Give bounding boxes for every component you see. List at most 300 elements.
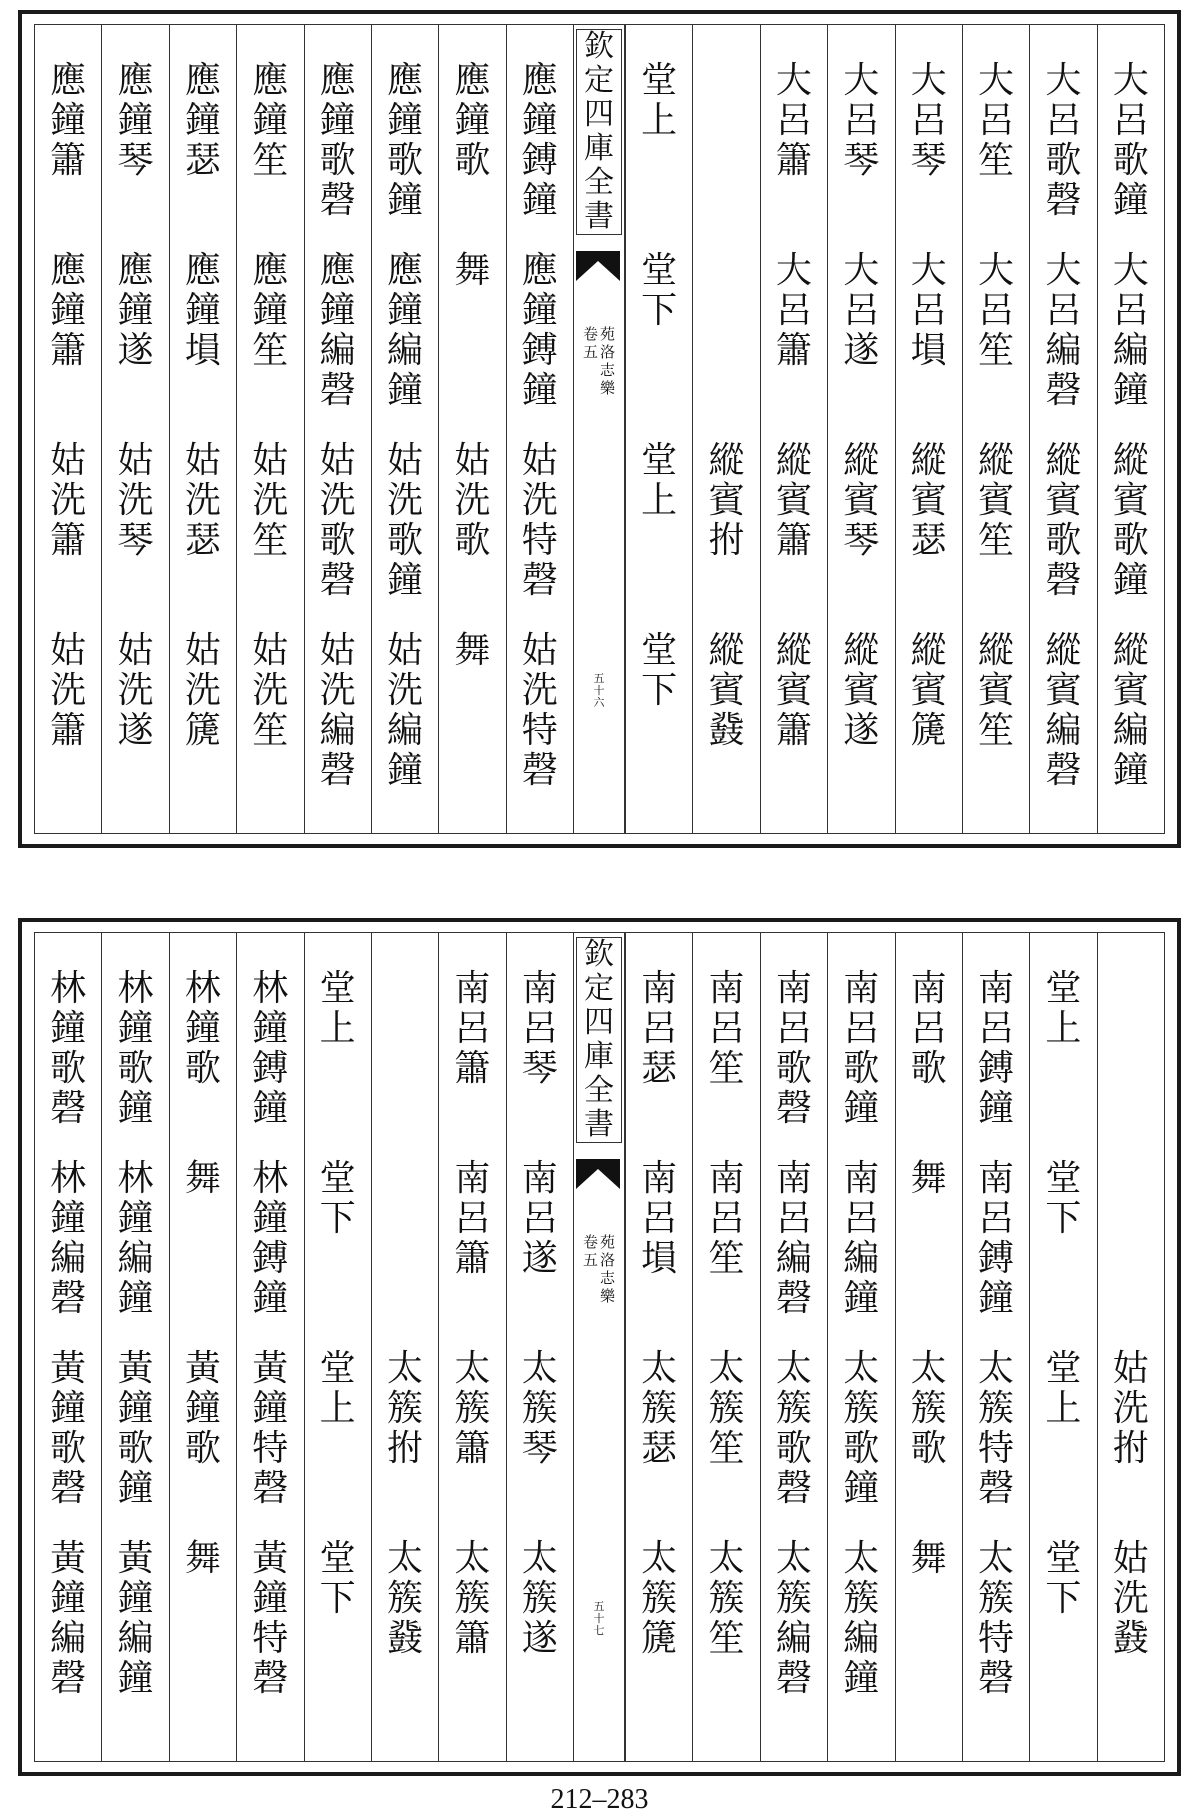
glyph: 鐘 — [50, 1198, 87, 1239]
text-column — [1097, 933, 1164, 1761]
glyph: 編 — [843, 1238, 880, 1279]
glyph: 太 — [521, 1538, 558, 1579]
glyph: 舞 — [910, 1538, 947, 1579]
glyph: 鼗 — [387, 1618, 424, 1659]
instrument-entry — [626, 969, 692, 1089]
glyph: 姑 — [1112, 1538, 1149, 1579]
instrument-entry — [439, 1539, 505, 1659]
instrument-entry — [372, 1539, 438, 1659]
instrument-entry — [372, 251, 438, 411]
glyph: 洗 — [184, 480, 221, 521]
glyph: 洗 — [1112, 1578, 1149, 1619]
glyph: 鐘 — [252, 100, 289, 141]
glyph: 鐘 — [50, 290, 87, 331]
glyph: 呂 — [978, 1008, 1015, 1049]
glyph: 洗 — [319, 670, 356, 711]
glyph: 鐘 — [978, 1278, 1015, 1319]
glyph: 簫 — [50, 330, 87, 371]
glyph: 呂 — [910, 1008, 947, 1049]
glyph: 編 — [319, 710, 356, 751]
glyph: 遂 — [521, 1238, 558, 1279]
glyph: 舞 — [184, 1538, 221, 1579]
glyph: 簇 — [775, 1578, 812, 1619]
glyph: 磬 — [1045, 560, 1082, 601]
glyph: 鐘 — [387, 560, 424, 601]
glyph: 編 — [1112, 710, 1149, 751]
instrument-entry — [828, 969, 894, 1129]
fish-tail-mark-icon — [576, 1159, 620, 1189]
glyph: 鐘 — [978, 1088, 1015, 1129]
glyph: 姑 — [521, 630, 558, 671]
glyph: 姑 — [252, 440, 289, 481]
glyph: 磬 — [775, 1278, 812, 1319]
glyph: 呂 — [454, 1008, 491, 1049]
subtitle-line — [600, 1233, 615, 1305]
glyph: 南 — [521, 968, 558, 1009]
glyph: 堂 — [641, 630, 678, 671]
text-column — [35, 25, 101, 833]
instrument-entry — [372, 631, 438, 791]
glyph: 簇 — [843, 1578, 880, 1619]
glyph: 呂 — [1045, 290, 1082, 331]
glyph: 洗 — [117, 480, 154, 521]
glyph: 拊 — [387, 1428, 424, 1469]
instrument-entry — [439, 969, 505, 1089]
instrument-entry — [828, 61, 894, 181]
instrument-entry — [693, 631, 759, 751]
glyph: 姑 — [184, 630, 221, 671]
glyph: 瑟 — [641, 1048, 678, 1089]
glyph: 笙 — [978, 520, 1015, 561]
glyph: 賓 — [775, 480, 812, 521]
glyph: 塤 — [641, 1238, 678, 1279]
glyph: 編 — [50, 1618, 87, 1659]
glyph: 大 — [775, 250, 812, 291]
top-page — [18, 10, 1181, 848]
instrument-entry — [170, 61, 236, 181]
glyph: 呂 — [775, 1198, 812, 1239]
glyph: 縱 — [1045, 630, 1082, 671]
glyph: 姑 — [50, 630, 87, 671]
glyph: 歌 — [184, 1428, 221, 1469]
glyph: 鐘 — [117, 100, 154, 141]
glyph: 應 — [50, 60, 87, 101]
glyph: 下 — [319, 1198, 356, 1239]
glyph: 歌 — [387, 140, 424, 181]
glyph: 呂 — [641, 1198, 678, 1239]
glyph: 黃 — [117, 1348, 154, 1389]
glyph: 磬 — [1045, 750, 1082, 791]
instrument-entry — [305, 251, 371, 411]
glyph: 上 — [319, 1008, 356, 1049]
glyph: 呂 — [708, 1008, 745, 1049]
glyph: 堂 — [641, 250, 678, 291]
glyph: 鎛 — [521, 330, 558, 371]
glyph: 賓 — [1045, 670, 1082, 711]
glyph: 下 — [319, 1578, 356, 1619]
instrument-entry — [237, 969, 303, 1129]
text-column — [438, 933, 505, 1761]
glyph: 磬 — [521, 750, 558, 791]
glyph: 應 — [387, 60, 424, 101]
instrument-entry — [237, 251, 303, 371]
glyph: 太 — [387, 1348, 424, 1389]
glyph: 編 — [117, 1618, 154, 1659]
text-column — [827, 25, 894, 833]
glyph: 上 — [641, 480, 678, 521]
glyph: 黃 — [50, 1348, 87, 1389]
instrument-entry — [102, 631, 168, 751]
glyph: 簇 — [708, 1388, 745, 1429]
glyph: 簇 — [843, 1388, 880, 1429]
glyph: 縱 — [978, 630, 1015, 671]
glyph: 篪 — [184, 710, 221, 751]
glyph: 大 — [843, 250, 880, 291]
glyph: 鼗 — [708, 710, 745, 751]
text-column — [760, 25, 827, 833]
glyph: 鎛 — [978, 1238, 1015, 1279]
instrument-entry — [439, 631, 505, 671]
glyph: 呂 — [910, 100, 947, 141]
instrument-entry — [507, 251, 573, 411]
glyph: 呂 — [641, 1008, 678, 1049]
chapter-subtitle — [574, 325, 624, 397]
glyph: 磬 — [978, 1658, 1015, 1699]
glyph: 鐘 — [521, 100, 558, 141]
text-column — [962, 25, 1029, 833]
instrument-entry — [761, 441, 827, 561]
glyph: 鐘 — [117, 1198, 154, 1239]
glyph: 磬 — [50, 1088, 87, 1129]
glyph: 編 — [1045, 330, 1082, 371]
glyph: 下 — [1045, 1198, 1082, 1239]
instrument-entry — [35, 1159, 101, 1319]
glyph: 磬 — [252, 1468, 289, 1509]
glyph: 編 — [319, 330, 356, 371]
glyph: 塤 — [910, 330, 947, 371]
glyph: 洛 — [600, 343, 616, 361]
glyph: 簇 — [454, 1578, 491, 1619]
glyph: 大 — [910, 250, 947, 291]
glyph: 姑 — [117, 630, 154, 671]
text-column — [506, 25, 573, 833]
glyph: 瑟 — [184, 520, 221, 561]
instrument-entry — [170, 631, 236, 751]
instrument-entry — [1098, 251, 1164, 411]
glyph: 應 — [117, 250, 154, 291]
glyph: 全 — [584, 1073, 614, 1108]
chapter-subtitle — [574, 1233, 624, 1305]
glyph: 鐘 — [117, 1008, 154, 1049]
instrument-entry — [305, 1159, 371, 1239]
glyph: 鐘 — [184, 290, 221, 331]
glyph: 應 — [521, 250, 558, 291]
instrument-entry — [237, 441, 303, 561]
glyph: 遂 — [843, 330, 880, 371]
glyph: 南 — [843, 968, 880, 1009]
instrument-entry — [35, 1539, 101, 1699]
glyph: 歌 — [1045, 520, 1082, 561]
glyph: 太 — [641, 1538, 678, 1579]
glyph: 鐘 — [117, 1088, 154, 1129]
glyph: 太 — [775, 1538, 812, 1579]
glyph: 鐘 — [252, 1088, 289, 1129]
glyph: 樂 — [600, 379, 616, 397]
instrument-entry — [439, 441, 505, 561]
instrument-entry — [626, 1539, 692, 1659]
instrument-entry — [372, 1349, 438, 1469]
instrument-entry — [626, 1349, 692, 1469]
glyph: 十 — [593, 684, 605, 697]
instrument-entry — [1030, 61, 1096, 221]
glyph: 堂 — [1045, 968, 1082, 1009]
glyph: 遂 — [843, 710, 880, 751]
glyph: 磬 — [1045, 370, 1082, 411]
glyph: 大 — [1045, 250, 1082, 291]
glyph: 鐘 — [184, 1008, 221, 1049]
glyph: 應 — [319, 250, 356, 291]
text-column — [236, 933, 303, 1761]
glyph: 四 — [584, 1005, 614, 1040]
glyph: 縱 — [1112, 630, 1149, 671]
glyph: 大 — [978, 250, 1015, 291]
fish-tail-mark-icon — [576, 251, 620, 281]
glyph: 縱 — [843, 630, 880, 671]
glyph: 應 — [252, 60, 289, 101]
glyph: 簇 — [521, 1388, 558, 1429]
instrument-entry — [1098, 1349, 1164, 1469]
text-column — [236, 25, 303, 833]
glyph: 書 — [584, 199, 614, 234]
glyph: 簫 — [775, 140, 812, 181]
glyph: 歌 — [843, 1048, 880, 1089]
glyph: 黃 — [184, 1348, 221, 1389]
glyph: 洗 — [319, 480, 356, 521]
glyph: 編 — [387, 330, 424, 371]
glyph: 鐘 — [521, 370, 558, 411]
glyph: 歌 — [117, 1428, 154, 1469]
glyph: 南 — [521, 1158, 558, 1199]
text-column — [1029, 933, 1096, 1761]
instrument-entry — [237, 1539, 303, 1699]
glyph: 鐘 — [117, 1278, 154, 1319]
glyph: 特 — [521, 710, 558, 751]
subtitle-line — [583, 325, 598, 397]
glyph: 簇 — [775, 1388, 812, 1429]
glyph: 黃 — [252, 1348, 289, 1389]
instrument-entry — [896, 61, 962, 181]
glyph: 七 — [593, 1624, 605, 1637]
instrument-entry — [170, 1539, 236, 1579]
glyph: 笙 — [708, 1428, 745, 1469]
instrument-entry — [170, 441, 236, 561]
instrument-entry — [305, 631, 371, 791]
glyph: 簫 — [454, 1428, 491, 1469]
text-column — [304, 933, 371, 1761]
glyph: 編 — [50, 1238, 87, 1279]
text-column — [304, 25, 371, 833]
glyph: 簇 — [641, 1578, 678, 1619]
glyph: 鐘 — [50, 1008, 87, 1049]
glyph: 歌 — [843, 1428, 880, 1469]
glyph: 鐘 — [521, 180, 558, 221]
glyph: 堂 — [319, 1348, 356, 1389]
glyph: 欽 — [584, 937, 614, 972]
glyph: 琴 — [117, 520, 154, 561]
glyph: 呂 — [843, 1008, 880, 1049]
glyph: 應 — [184, 60, 221, 101]
instrument-entry — [305, 441, 371, 601]
instrument-entry — [35, 1349, 101, 1509]
glyph: 五 — [582, 1251, 598, 1269]
glyph: 呂 — [1112, 100, 1149, 141]
glyph: 磬 — [50, 1658, 87, 1699]
glyph: 四 — [584, 97, 614, 132]
glyph: 鐘 — [1112, 370, 1149, 411]
instrument-entry — [1098, 1539, 1164, 1659]
glyph: 琴 — [843, 520, 880, 561]
glyph: 黃 — [50, 1538, 87, 1579]
glyph: 瑟 — [184, 140, 221, 181]
glyph: 舞 — [910, 1158, 947, 1199]
glyph: 卷 — [582, 325, 598, 343]
instrument-entry — [102, 1159, 168, 1319]
glyph: 鐘 — [387, 180, 424, 221]
glyph: 呂 — [708, 1198, 745, 1239]
text-column — [371, 933, 438, 1761]
instrument-entry — [305, 1539, 371, 1619]
glyph: 黃 — [117, 1538, 154, 1579]
glyph: 特 — [252, 1428, 289, 1469]
glyph: 黃 — [252, 1538, 289, 1579]
glyph: 南 — [708, 1158, 745, 1199]
glyph: 大 — [843, 60, 880, 101]
glyph: 庫 — [584, 1039, 614, 1074]
glyph: 林 — [252, 1158, 289, 1199]
glyph: 笙 — [708, 1048, 745, 1089]
glyph: 磬 — [319, 560, 356, 601]
instrument-entry — [761, 1539, 827, 1699]
glyph: 呂 — [910, 290, 947, 331]
glyph: 鐘 — [454, 100, 491, 141]
glyph: 鐘 — [252, 290, 289, 331]
instrument-entry — [102, 1349, 168, 1509]
glyph: 呂 — [843, 1198, 880, 1239]
glyph: 簇 — [708, 1578, 745, 1619]
glyph: 編 — [1112, 330, 1149, 371]
glyph: 太 — [641, 1348, 678, 1389]
glyph: 編 — [117, 1238, 154, 1279]
instrument-entry — [896, 969, 962, 1089]
folio-number — [574, 1601, 624, 1637]
glyph: 堂 — [319, 1538, 356, 1579]
glyph: 大 — [775, 60, 812, 101]
instrument-entry — [963, 441, 1029, 561]
instrument-entry — [102, 251, 168, 371]
glyph: 鐘 — [252, 1278, 289, 1319]
glyph: 鐘 — [843, 1468, 880, 1509]
glyph: 瑟 — [641, 1428, 678, 1469]
glyph: 南 — [454, 1158, 491, 1199]
book-title — [576, 937, 622, 1143]
text-column — [895, 933, 962, 1761]
glyph: 鐘 — [50, 1578, 87, 1619]
instrument-entry — [170, 251, 236, 371]
glyph: 樂 — [600, 1287, 616, 1305]
glyph: 應 — [252, 250, 289, 291]
glyph: 苑 — [600, 1233, 616, 1251]
glyph: 特 — [521, 520, 558, 561]
glyph: 簫 — [50, 520, 87, 561]
instrument-entry — [102, 441, 168, 561]
glyph: 志 — [600, 361, 616, 379]
glyph: 編 — [775, 1618, 812, 1659]
instrument-entry — [305, 969, 371, 1049]
glyph: 洗 — [117, 670, 154, 711]
text-column — [35, 933, 101, 1761]
glyph: 應 — [387, 250, 424, 291]
instrument-entry — [626, 441, 692, 521]
glyph: 洗 — [521, 670, 558, 711]
glyph: 歌 — [50, 1428, 87, 1469]
instrument-entry — [35, 631, 101, 751]
glyph: 應 — [521, 60, 558, 101]
instrument-entry — [372, 441, 438, 601]
glyph: 應 — [117, 60, 154, 101]
glyph: 太 — [843, 1348, 880, 1389]
glyph: 洗 — [184, 670, 221, 711]
instrument-entry — [305, 1349, 371, 1429]
glyph: 賓 — [708, 670, 745, 711]
glyph: 縱 — [910, 630, 947, 671]
glyph: 姑 — [1112, 1348, 1149, 1389]
glyph: 簫 — [775, 520, 812, 561]
instrument-entry — [35, 441, 101, 561]
glyph: 大 — [1045, 60, 1082, 101]
glyph: 縱 — [910, 440, 947, 481]
glyph: 呂 — [521, 1008, 558, 1049]
subtitle-line — [600, 325, 615, 397]
glyph: 上 — [1045, 1008, 1082, 1049]
glyph: 下 — [641, 290, 678, 331]
instrument-entry — [693, 1539, 759, 1659]
glyph: 簫 — [454, 1618, 491, 1659]
instrument-entry — [626, 61, 692, 141]
glyph: 舞 — [454, 250, 491, 291]
glyph: 篪 — [641, 1618, 678, 1659]
glyph: 特 — [978, 1618, 1015, 1659]
glyph: 鎛 — [521, 140, 558, 181]
glyph: 鎛 — [252, 1048, 289, 1089]
glyph: 篪 — [910, 710, 947, 751]
folio-number — [574, 673, 624, 709]
glyph: 笙 — [252, 140, 289, 181]
glyph: 琴 — [521, 1428, 558, 1469]
glyph: 上 — [319, 1388, 356, 1429]
glyph: 賓 — [708, 480, 745, 521]
instrument-entry — [693, 1159, 759, 1279]
glyph: 簇 — [978, 1578, 1015, 1619]
instrument-entry — [761, 61, 827, 181]
glyph: 欽 — [584, 29, 614, 64]
glyph: 應 — [454, 60, 491, 101]
glyph: 笙 — [978, 710, 1015, 751]
glyph: 洗 — [50, 670, 87, 711]
instrument-entry — [1030, 1349, 1096, 1429]
glyph: 磬 — [50, 1468, 87, 1509]
instrument-entry — [237, 631, 303, 751]
text-column — [962, 933, 1029, 1761]
